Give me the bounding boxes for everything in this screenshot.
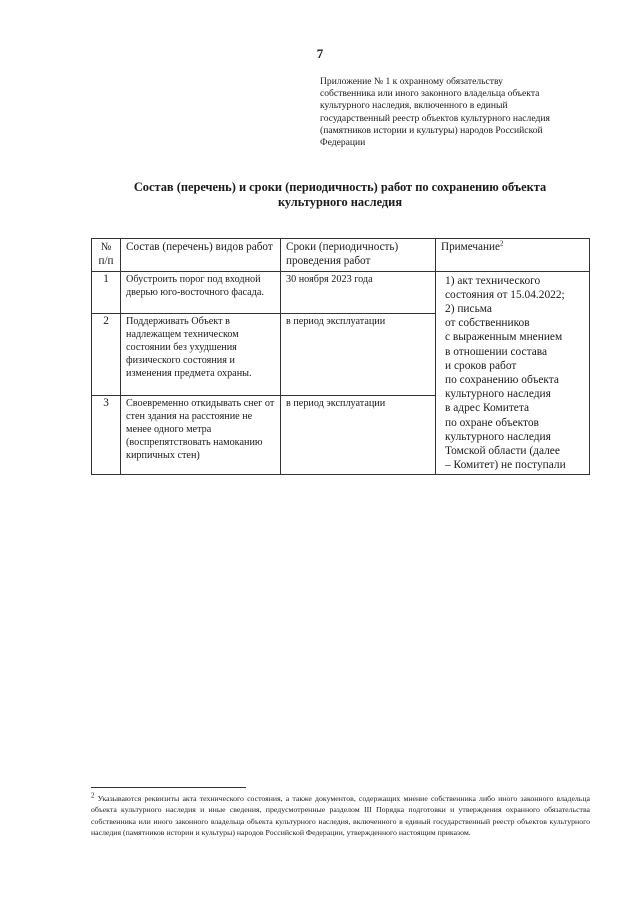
works-table (91, 238, 590, 475)
page-number: 7 (316, 46, 324, 61)
note-line: Томской области (далее (445, 445, 560, 458)
row-number: 2 (92, 313, 121, 395)
table-row (92, 271, 590, 313)
row-works: Обустроить порог под входной дверью юго-восточного фасада. (121, 271, 281, 313)
appendix-line: Приложение № 1 к охранному обязательству (320, 76, 503, 87)
header-terms: Сроки (периодичность) проведения работ (281, 239, 436, 272)
note-line: по охране объектов (445, 416, 539, 429)
note-line: и сроков работ (445, 359, 517, 372)
appendix-line: государственный реестр объектов культурного наследия (320, 112, 550, 124)
footnote-divider (91, 787, 246, 788)
note-line: – Комитет) не поступали (445, 459, 566, 472)
note-line: культурного наследия (445, 430, 551, 443)
appendix-line: собственника или иного законного владельца объекта (320, 88, 540, 100)
appendix-line: культурного наследия, включенного в единый (320, 100, 508, 112)
appendix-line: Федерации (320, 137, 366, 149)
header-number-line: № (100, 241, 112, 253)
header-note (436, 239, 590, 272)
title-line: культурного наследия (277, 195, 403, 209)
note-line: по сохранению объекта (445, 374, 559, 387)
note-line: с выраженным мнением (445, 331, 563, 344)
row-note (436, 271, 590, 475)
row-terms: в период эксплуатации (281, 313, 436, 395)
row-terms: 30 ноября 2023 года (281, 271, 436, 313)
note-line: в адрес Комитета (445, 402, 530, 415)
header-note-label: Примечание (441, 241, 500, 253)
title-line: Состав (перечень) и сроки (периодичность) работ по сохранению объекта (133, 180, 547, 194)
row-works: Поддерживать Объект в надлежащем техническом состоянии без ухудшения физического состояния и изменения предмета охраны. (121, 313, 281, 395)
footnote-mark: 2 (91, 791, 95, 800)
note-line: в отношении состава (445, 345, 548, 358)
appendix-header (320, 76, 588, 149)
note-line: 2) письма (445, 303, 492, 315)
header-number-line: п/п (98, 254, 114, 267)
note-line: состояния от 15.04.2022; (445, 288, 565, 301)
row-terms: в период эксплуатации (281, 395, 436, 475)
footnote-reference: 2 (499, 239, 504, 248)
footnote-text: Указываются реквизиты акта технического состояния, а также документов, содержащих мнение собственника либо иного законного владельца объекта культурного наследия и иные сведения, предусмотренные разделом III Порядка подготовки и утверждения охранного обязательства собственника или иного законного владельца объекта культурного наследия, включенного в единый государственный реестр объектов культурного наследия (памятников истории и культуры) народов Российской Федерации, утвержденного настоящим приказом. (91, 794, 590, 838)
note-line: 1) акт технического (445, 274, 541, 287)
note-line: культурного наследия (445, 388, 551, 401)
header-works: Состав (перечень) видов работ (121, 239, 281, 272)
table-header-row (92, 239, 590, 272)
row-number: 1 (92, 271, 121, 313)
appendix-line: (памятников истории и культуры) народов Российской (320, 124, 543, 136)
row-number: 3 (92, 395, 121, 475)
document-title (90, 180, 590, 210)
row-works: Своевременно откидывать снег от стен здания на расстояние не менее одного метра (воспрепятствовать намоканию кирпичных стен) (121, 395, 281, 475)
footnote (91, 793, 590, 839)
header-number (92, 239, 121, 272)
note-line: от собственников (445, 317, 530, 330)
